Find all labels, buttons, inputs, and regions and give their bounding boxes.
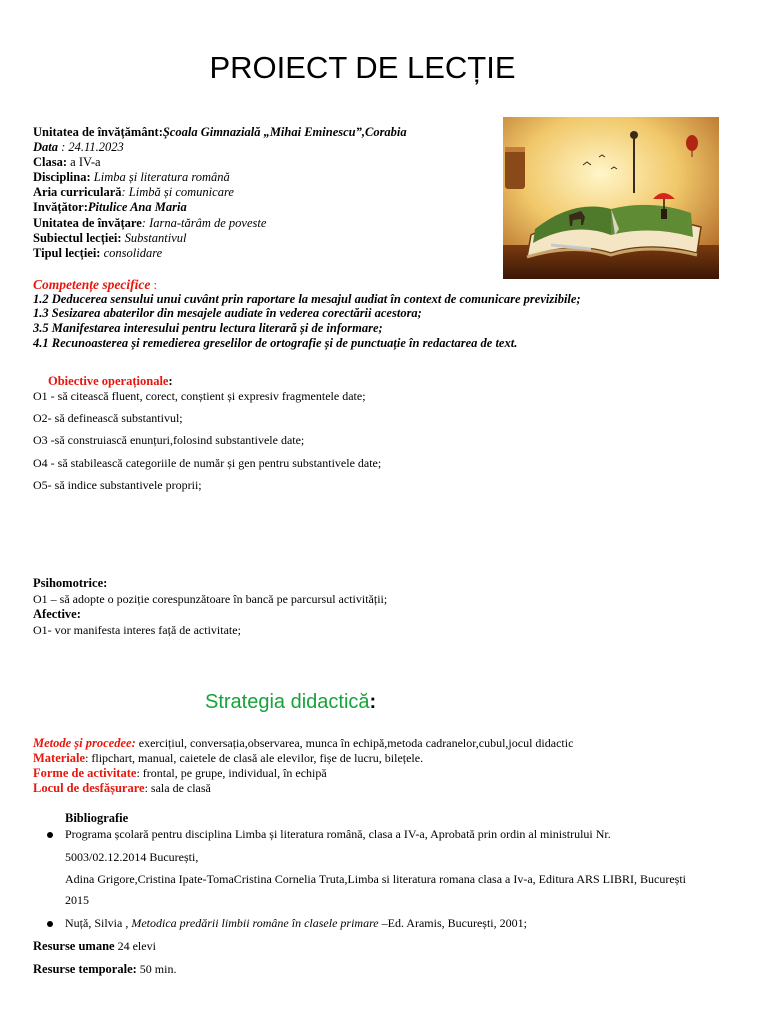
afective-o1: O1- vor manifesta interes față de activitate; bbox=[33, 623, 241, 637]
bullet-icon bbox=[47, 921, 53, 927]
psihomotrice-heading: Psihomotrice: bbox=[33, 576, 108, 590]
resurse-temporale: Resurse temporale: 50 min. bbox=[33, 962, 177, 976]
obiectiv-o2: O2- să definească substantivul; bbox=[33, 411, 183, 425]
bullet-icon bbox=[47, 832, 53, 838]
clasa-line: Clasa: a IV-a bbox=[33, 155, 101, 169]
psihomotrice-o1: O1 – să adopte o poziție corespunzătoare în bancă pe parcursul activității; bbox=[33, 592, 388, 606]
invatator-line: Invățător:Pitulice Ana Maria bbox=[33, 200, 187, 214]
strategia-heading: Strategia didactică: bbox=[205, 691, 377, 713]
unitate-invatare-line: Unitatea de învățare: Iarna-tărâm de poveste bbox=[33, 216, 267, 230]
subiect-line: Subiectul lecției: Substantivul bbox=[33, 231, 187, 245]
competente-heading: Competențe specifice : bbox=[33, 277, 157, 292]
disciplina-line: Disciplina: Limba și literatura română bbox=[33, 170, 230, 184]
bibliografie-heading: Bibliografie bbox=[65, 811, 129, 825]
bibliografie-item2: Nuță, Silvia , Metodica predării limbii române în clasele primare –Ed. Aramis, București, 2001; bbox=[65, 916, 527, 930]
page-title: PROIECT DE LECȚIE bbox=[209, 50, 516, 85]
competenta-3: 3.5 Manifestarea interesului pentru lectura literară și de informare; bbox=[33, 321, 383, 335]
afective-heading: Afective: bbox=[33, 607, 81, 621]
materiale-line: Materiale: flipchart, manual, caietele de clasă ale elevilor, fișe de lucru, bilețele. bbox=[33, 751, 424, 765]
data-line: Data : 24.11.2023 bbox=[33, 140, 124, 154]
obiectiv-o5: O5- să indice substantivele proprii; bbox=[33, 478, 202, 492]
competenta-4: 4.1 Recunoasterea și remedierea greselilor de ortografie și de punctuație în redactarea de text. bbox=[33, 336, 518, 350]
book-illustration bbox=[503, 117, 719, 279]
bibliografie-item1-line3: Adina Grigore,Cristina Ipate-TomaCristina Cornelia Truta,Limba si literatura romana clasa a Iv-a, Editura ARS LIBRI, București bbox=[65, 872, 687, 886]
aria-line: Aria curriculară: Limbă și comunicare bbox=[33, 185, 234, 199]
obiective-heading: Obiective operaționale: bbox=[48, 374, 173, 388]
locul-line: Locul de desfășurare: sala de clasă bbox=[33, 781, 211, 795]
forme-line: Forme de activitate: frontal, pe grupe, individual, în echipă bbox=[33, 766, 327, 780]
unitatea-line: Unitatea de învățământ:Școala Gimnazială „Mihai Eminescu”,Corabia bbox=[33, 125, 407, 139]
tip-line: Tipul lecției: consolidare bbox=[33, 246, 163, 260]
obiectiv-o1: O1 - să citească fluent, corect, conștient și expresiv fragmentele date; bbox=[33, 389, 366, 403]
metode-line: Metode și procedee: exercițiul, conversația,observarea, munca în echipă,metoda cadranelor,cubul,jocul didactic bbox=[33, 736, 574, 750]
obiectiv-o4: O4 - să stabilească categoriile de număr și gen pentru substantivele date; bbox=[33, 456, 382, 470]
bibliografie-item1-line2: 5003/02.12.2014 București, bbox=[65, 850, 199, 864]
bibliografie-item1-line4: 2015 bbox=[65, 893, 89, 907]
bibliografie-item1-line1: Programa școlară pentru disciplina Limba și literatura română, clasa a IV-a, Aprobată prin ordin al ministrului Nr. bbox=[65, 827, 611, 841]
resurse-umane: Resurse umane 24 elevi bbox=[33, 939, 156, 953]
competenta-1: 1.2 Deducerea sensului unui cuvânt prin raportare la mesajul audiat în context de comunicare previzibile; bbox=[33, 292, 581, 306]
competenta-2: 1.3 Sesizarea abaterilor din mesajele audiate în vederea corectării acestora; bbox=[33, 306, 422, 320]
obiectiv-o3: O3 -să construiască enunțuri,folosind substantivele date; bbox=[33, 433, 305, 447]
